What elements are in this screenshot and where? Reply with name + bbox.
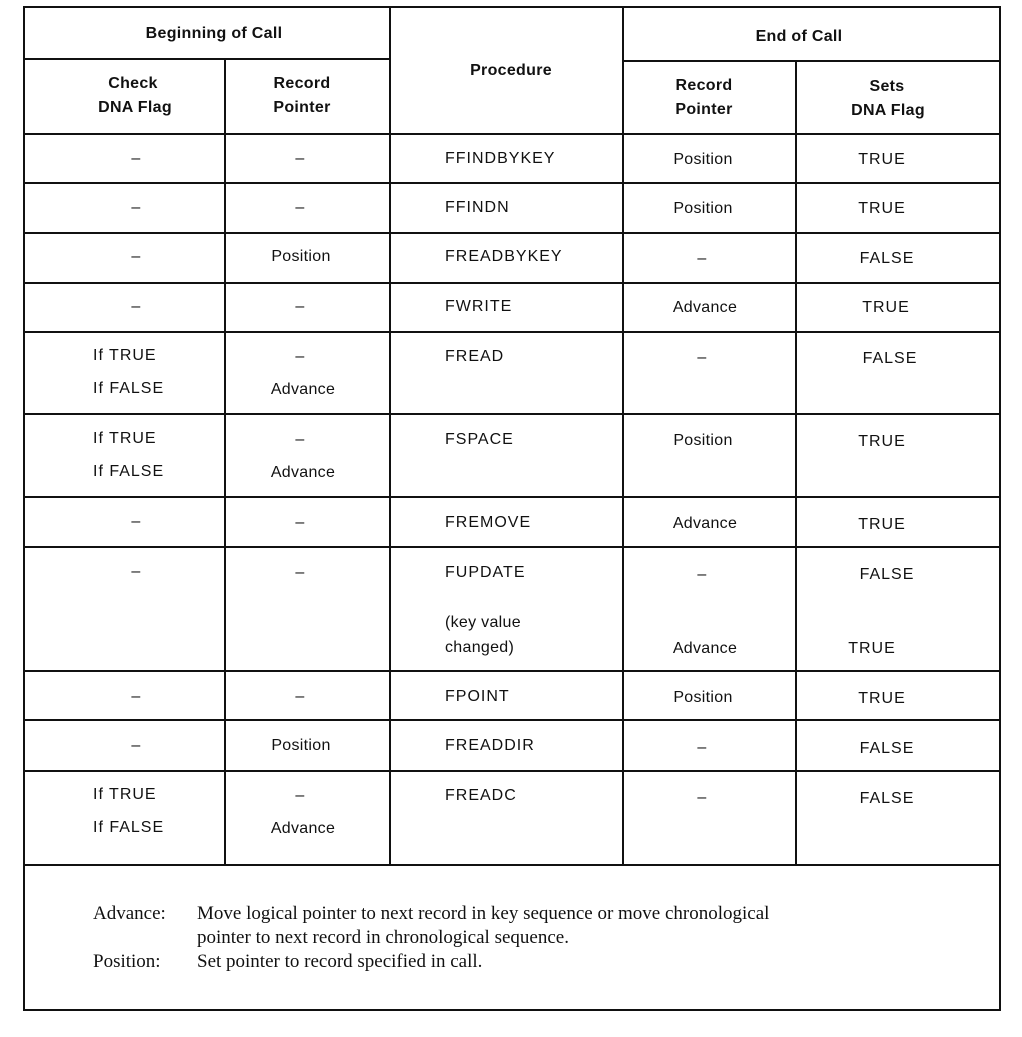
cell-record-pointer-end: Position [673, 432, 733, 449]
cell-sets-dna: TRUE [858, 200, 906, 217]
cell-check-dna: If TRUE [93, 347, 157, 364]
rule-table-bottom [23, 864, 1001, 866]
cell-check-dna: If FALSE [93, 463, 165, 480]
cell-check-dna: – [131, 248, 141, 265]
cell-check-dna: – [131, 737, 141, 754]
cell-check-dna: If TRUE [93, 430, 157, 447]
cell-record-pointer-begin: – [295, 150, 305, 167]
cell-record-pointer-end: – [697, 789, 707, 806]
legend-position-definition: Set pointer to record specified in call. [197, 951, 483, 972]
row-divider [23, 232, 1001, 234]
row-divider [23, 546, 1001, 548]
cell-record-pointer-begin: – [295, 348, 305, 365]
legend-position-term: Position: [93, 951, 161, 972]
cell-check-dna: If FALSE [93, 819, 165, 836]
header-check-dna-flag-line2: DNA Flag [98, 99, 172, 116]
cell-procedure: FPOINT [445, 688, 510, 705]
cell-record-pointer-end: Position [673, 200, 733, 217]
row-divider [23, 413, 1001, 415]
cell-check-dna: – [131, 199, 141, 216]
header-sets-dna-flag-line2: DNA Flag [851, 102, 925, 119]
cell-sets-dna: TRUE [848, 640, 896, 657]
row-divider [23, 331, 1001, 333]
cell-record-pointer-end: – [697, 349, 707, 366]
cell-procedure: FFINDN [445, 199, 510, 216]
cell-procedure-note: changed) [445, 639, 515, 656]
cell-check-dna: If FALSE [93, 380, 165, 397]
cell-sets-dna: TRUE [858, 690, 906, 707]
cell-record-pointer-end: Position [673, 151, 733, 168]
cell-record-pointer-end: – [697, 739, 707, 756]
cell-record-pointer-begin: – [295, 431, 305, 448]
cell-record-pointer-begin: – [295, 688, 305, 705]
row-divider [23, 719, 1001, 721]
legend-advance-definition-line1: Move logical pointer to next record in key sequence or move chronological [197, 903, 770, 924]
cell-procedure: FUPDATE [445, 564, 526, 581]
header-end-of-call: End of Call [755, 28, 843, 45]
cell-procedure: FREMOVE [445, 514, 532, 531]
col-divider [795, 60, 797, 866]
cell-record-pointer-begin: – [295, 298, 305, 315]
cell-procedure: FREAD [445, 348, 505, 365]
cell-procedure: FFINDBYKEY [445, 150, 556, 167]
rule-header-right [623, 60, 1001, 62]
cell-procedure: FREADDIR [445, 737, 535, 754]
cell-record-pointer-end: – [697, 566, 707, 583]
header-record-pointer-begin-line1: Record [273, 75, 331, 92]
cell-record-pointer-begin: Position [271, 737, 331, 754]
col-divider [622, 6, 624, 866]
cell-check-dna: – [131, 688, 141, 705]
header-beginning-of-call: Beginning of Call [145, 25, 283, 42]
cell-check-dna: – [131, 150, 141, 167]
cell-record-pointer-end: – [697, 250, 707, 267]
row-divider [23, 770, 1001, 772]
cell-record-pointer-begin: Position [271, 248, 331, 265]
cell-sets-dna: FALSE [859, 250, 915, 267]
cell-record-pointer-end: Advance [672, 515, 738, 532]
cell-record-pointer-end: Advance [672, 640, 738, 657]
legend-advance-term: Advance: [93, 903, 166, 924]
header-check-dna-flag-line1: Check [108, 75, 158, 92]
cell-record-pointer-begin: – [295, 514, 305, 531]
row-divider [23, 282, 1001, 284]
cell-check-dna: If TRUE [93, 786, 157, 803]
cell-record-pointer-begin: – [295, 787, 305, 804]
cell-check-dna: – [131, 513, 141, 530]
header-record-pointer-end-line2: Pointer [675, 101, 733, 118]
cell-record-pointer-begin: – [295, 564, 305, 581]
header-record-pointer-end-line1: Record [675, 77, 733, 94]
row-divider [23, 670, 1001, 672]
cell-sets-dna: TRUE [858, 151, 906, 168]
cell-sets-dna: FALSE [862, 350, 918, 367]
cell-record-pointer-begin: Advance [270, 820, 336, 837]
cell-record-pointer-end: Position [673, 689, 733, 706]
cell-sets-dna: TRUE [862, 299, 910, 316]
cell-sets-dna: TRUE [858, 433, 906, 450]
rule-header-left [23, 58, 390, 60]
header-sets-dna-flag-line1: Sets [869, 78, 905, 95]
cell-sets-dna: TRUE [858, 516, 906, 533]
cell-record-pointer-begin: – [295, 199, 305, 216]
cell-procedure: FREADC [445, 787, 517, 804]
rule-header-bottom [23, 133, 1001, 135]
col-divider [224, 58, 226, 866]
cell-sets-dna: FALSE [859, 740, 915, 757]
col-divider [389, 6, 391, 866]
cell-procedure-note: (key value [445, 614, 521, 631]
cell-sets-dna: FALSE [859, 566, 915, 583]
header-record-pointer-begin-line2: Pointer [273, 99, 331, 116]
cell-check-dna: – [131, 563, 141, 580]
cell-procedure: FSPACE [445, 431, 514, 448]
cell-procedure: FREADBYKEY [445, 248, 563, 265]
cell-procedure: FWRITE [445, 298, 513, 315]
cell-sets-dna: FALSE [859, 790, 915, 807]
row-divider [23, 496, 1001, 498]
cell-record-pointer-begin: Advance [270, 464, 336, 481]
legend-advance-definition-line2: pointer to next record in chronological sequence. [197, 927, 569, 948]
row-divider [23, 182, 1001, 184]
header-procedure: Procedure [470, 62, 552, 79]
cell-check-dna: – [131, 298, 141, 315]
cell-record-pointer-begin: Advance [270, 381, 336, 398]
cell-record-pointer-end: Advance [672, 299, 738, 316]
